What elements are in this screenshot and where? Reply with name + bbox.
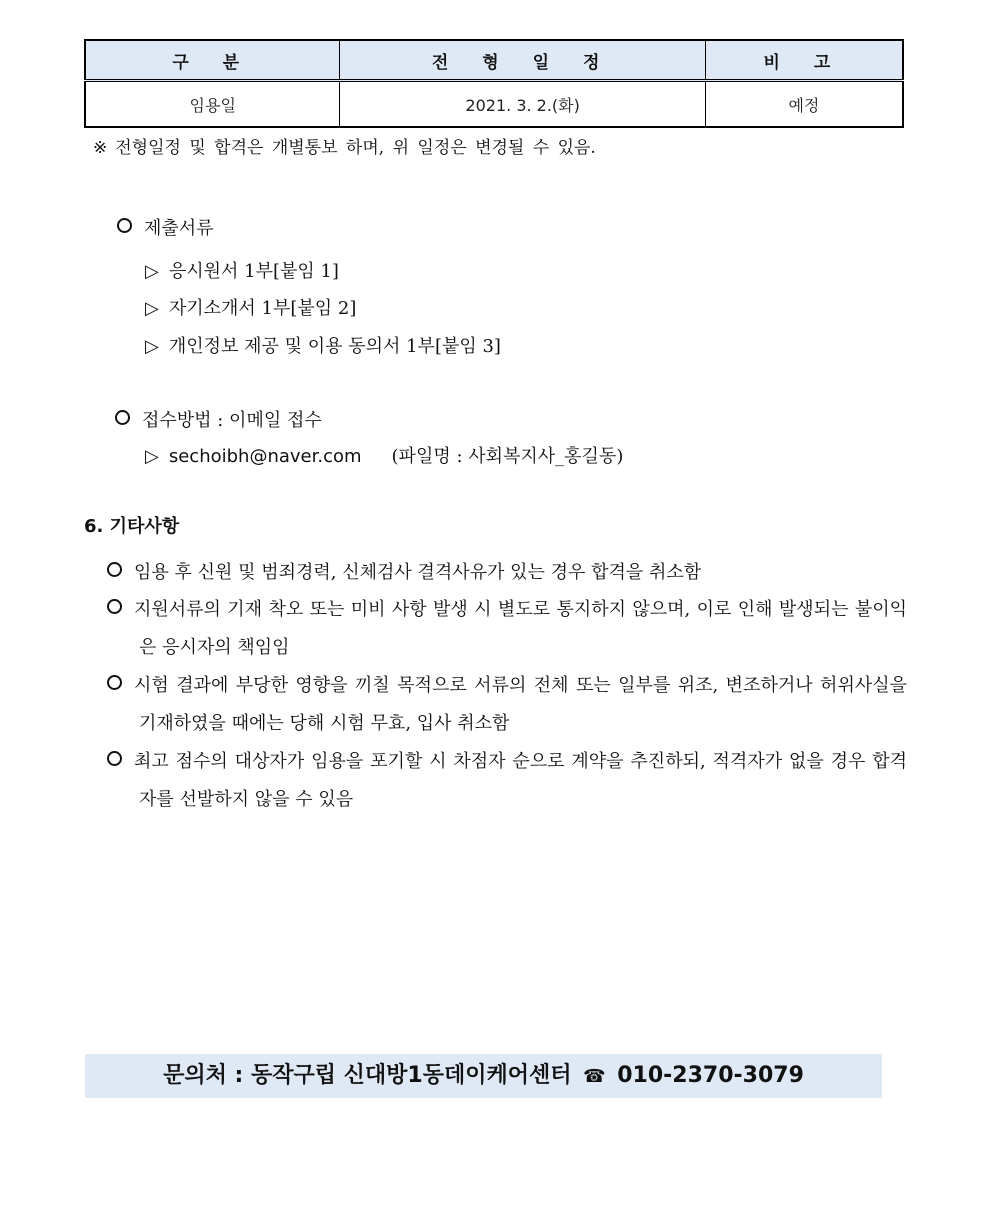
circle-bullet-icon — [117, 218, 132, 233]
contact-banner — [85, 1054, 882, 1098]
submission-email-line — [145, 445, 623, 469]
triangle-bullet-icon: ▷ — [145, 261, 159, 282]
list-item: ▷ 응시원서 1부[붙임 1] — [145, 261, 339, 282]
cell-category: 임용일 — [85, 81, 340, 128]
note-text: 전형일정 및 합격은 개별통보 하며, 위 일정은 변경될 수 있음. — [115, 138, 596, 158]
list-item: ▷ 자기소개서 1부[붙임 2] — [145, 298, 357, 319]
cell-remarks: 예정 — [705, 81, 903, 128]
list-item: 최고 점수의 대상자가 임용을 포기할 시 차점자 순으로 계약을 추진하되, 적격자가 없을 경우 합격자를 선발하지 않을 수 있음 — [107, 743, 907, 819]
list-item: 지원서류의 기재 착오 또는 미비 사항 발생 시 별도로 통지하지 않으며, 이로 인해 발생되는 불이익은 응시자의 책임임 — [107, 591, 907, 667]
triangle-bullet-icon: ▷ — [145, 298, 159, 319]
schedule-note — [93, 136, 596, 160]
schedule-table — [84, 39, 904, 128]
header-category: 구 분 — [85, 40, 340, 81]
circle-bullet-icon — [107, 599, 122, 614]
triangle-bullet-icon: ▷ — [145, 336, 159, 357]
email-address[interactable]: sechoibh@naver.com — [168, 446, 362, 467]
header-remarks: 비 고 — [705, 40, 903, 81]
circle-bullet-icon — [107, 751, 122, 766]
table-row — [85, 81, 903, 128]
reference-mark: ※ — [93, 138, 108, 158]
list-item: 임용 후 신원 및 범죄경력, 신체검사 결격사유가 있는 경우 합격을 취소함 — [107, 554, 907, 592]
contact-phone[interactable]: 010-2370-3079 — [617, 1063, 804, 1088]
triangle-bullet-icon: ▷ — [145, 446, 159, 467]
list-item: ▷ 개인정보 제공 및 이용 동의서 1부[붙임 3] — [145, 336, 501, 357]
telephone-icon: ☎ — [583, 1066, 606, 1087]
header-schedule: 전 형 일 정 — [340, 40, 705, 81]
section-6-heading: 6. 기타사항 — [84, 516, 180, 537]
filename-note: (파일명 : 사회복지사_홍길동) — [391, 446, 624, 467]
circle-bullet-icon — [107, 562, 122, 577]
circle-bullet-icon — [107, 675, 122, 690]
submission-title: 접수방법 : 이메일 접수 — [115, 409, 322, 433]
circle-bullet-icon — [115, 410, 130, 425]
contact-label: 문의처 : 동작구립 신대방1동데이케어센터 — [163, 1063, 572, 1088]
table-header-row — [85, 40, 903, 81]
cell-schedule: 2021. 3. 2.(화) — [340, 81, 705, 128]
documents-title: 제출서류 — [117, 217, 214, 241]
list-item: 시험 결과에 부당한 영향을 끼칠 목적으로 서류의 전체 또는 일부를 위조, 변조하거나 허위사실을 기재하였을 때에는 당해 시험 무효, 입사 취소함 — [107, 667, 907, 743]
